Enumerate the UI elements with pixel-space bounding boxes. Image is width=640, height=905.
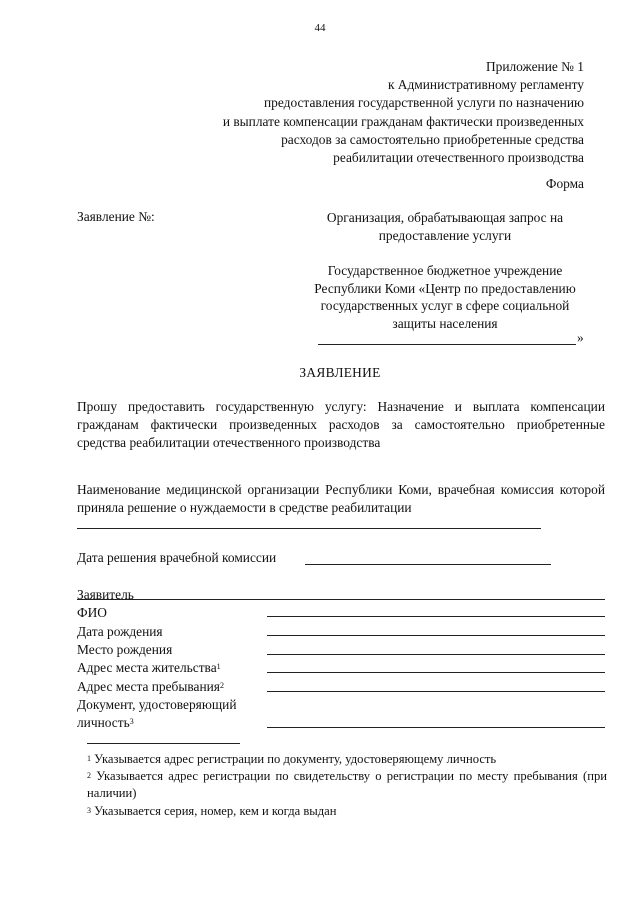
document-title: ЗАЯВЛЕНИЕ xyxy=(299,365,381,380)
residence-address-text: Адрес места жительства xyxy=(77,660,217,675)
residence-address-input-line[interactable] xyxy=(267,672,605,673)
appendix-line: реабилитации отечественного производства xyxy=(333,150,584,166)
appendix-line: Приложение № 1 xyxy=(485,59,584,74)
organization-label-line: предоставление услуги xyxy=(378,227,512,243)
footnote-3 xyxy=(87,803,607,820)
birth-date-label: Дата рождения xyxy=(77,624,163,639)
stay-address-text: Адрес места пребывания xyxy=(77,679,220,694)
appendix-line: расходов за самостоятельно приобретенные средства xyxy=(281,131,584,147)
birth-place-label: Место рождения xyxy=(77,642,173,657)
footnote-ref: 3 xyxy=(129,716,134,726)
page-number: 44 xyxy=(314,22,326,34)
application-number-label: Заявление №: xyxy=(77,209,155,224)
footnote-mark: 2 xyxy=(87,771,91,780)
appendix-line: к Административному регламенту xyxy=(387,77,584,93)
footnote-1 xyxy=(87,751,607,768)
decision-date-label: Дата решения врачебной комиссии xyxy=(77,550,277,565)
birth-place-input-line[interactable] xyxy=(267,654,605,655)
applicant-heading-rule xyxy=(77,599,605,600)
id-document-text: Документ, удостоверяющий xyxy=(77,697,237,712)
stay-address-label xyxy=(77,678,267,696)
footnote-text: Указывается серия, номер, кем и когда выдан xyxy=(94,804,337,818)
footnote-mark: 3 xyxy=(87,806,91,815)
footnote-mark: 1 xyxy=(87,754,91,763)
institution-line: защиты населения xyxy=(392,315,498,331)
organization-label-line: Организация, обрабатывающая запрос на xyxy=(326,210,564,225)
appendix-header xyxy=(114,58,584,167)
id-document-word: личность xyxy=(77,714,130,730)
organization-label xyxy=(302,209,588,244)
institution-line: Государственное бюджетное учреждение xyxy=(327,263,563,278)
id-document-text-cont xyxy=(77,714,267,732)
form-label: Форма xyxy=(545,176,584,191)
id-document-label xyxy=(77,696,267,731)
footnote-ref: 2 xyxy=(219,681,224,690)
institution-line: Республики Коми «Центр по предоставлению xyxy=(314,280,576,296)
applicant-heading: Заявитель xyxy=(77,587,134,602)
institution-line: государственных услуг в сфере социальной xyxy=(320,298,570,313)
medical-organization-input-line[interactable] xyxy=(77,528,541,529)
decision-date-input-line[interactable] xyxy=(305,564,551,565)
residence-address-label xyxy=(77,659,267,677)
appendix-line: предоставления государственной услуги по назначению xyxy=(264,95,584,111)
fio-input-line[interactable] xyxy=(267,616,605,617)
institution-blank-line[interactable] xyxy=(318,344,576,345)
footnote-separator xyxy=(87,743,240,744)
request-paragraph: Прошу предоставить государственную услугу: Назначение и выплата компенсации гражданам фактически произведенных расходов за самостоятельно приобретенные средства реабилитации отечественного производства xyxy=(77,399,605,450)
id-document-input-line[interactable] xyxy=(267,727,605,728)
footnote-text: Указывается адрес регистрации по документу, удостоверяющему личность xyxy=(94,752,497,766)
birth-date-input-line[interactable] xyxy=(267,635,605,636)
appendix-line: и выплате компенсации гражданам фактически произведенных xyxy=(222,113,584,129)
stay-address-input-line[interactable] xyxy=(267,691,605,692)
closing-quote: » xyxy=(577,330,584,345)
medical-organization-paragraph: Наименование медицинской организации Республики Коми, врачебная комиссия которой приняла решение о нуждаемости в средстве реабилитации xyxy=(77,482,605,515)
fio-label: ФИО xyxy=(77,605,107,620)
footnote-ref: 1 xyxy=(216,662,221,671)
institution-name xyxy=(302,262,588,332)
footnote-2 xyxy=(87,768,607,802)
footnote-text: Указывается адрес регистрации по свидетельству о регистрации по месту пребывания (при наличии) xyxy=(87,769,607,800)
